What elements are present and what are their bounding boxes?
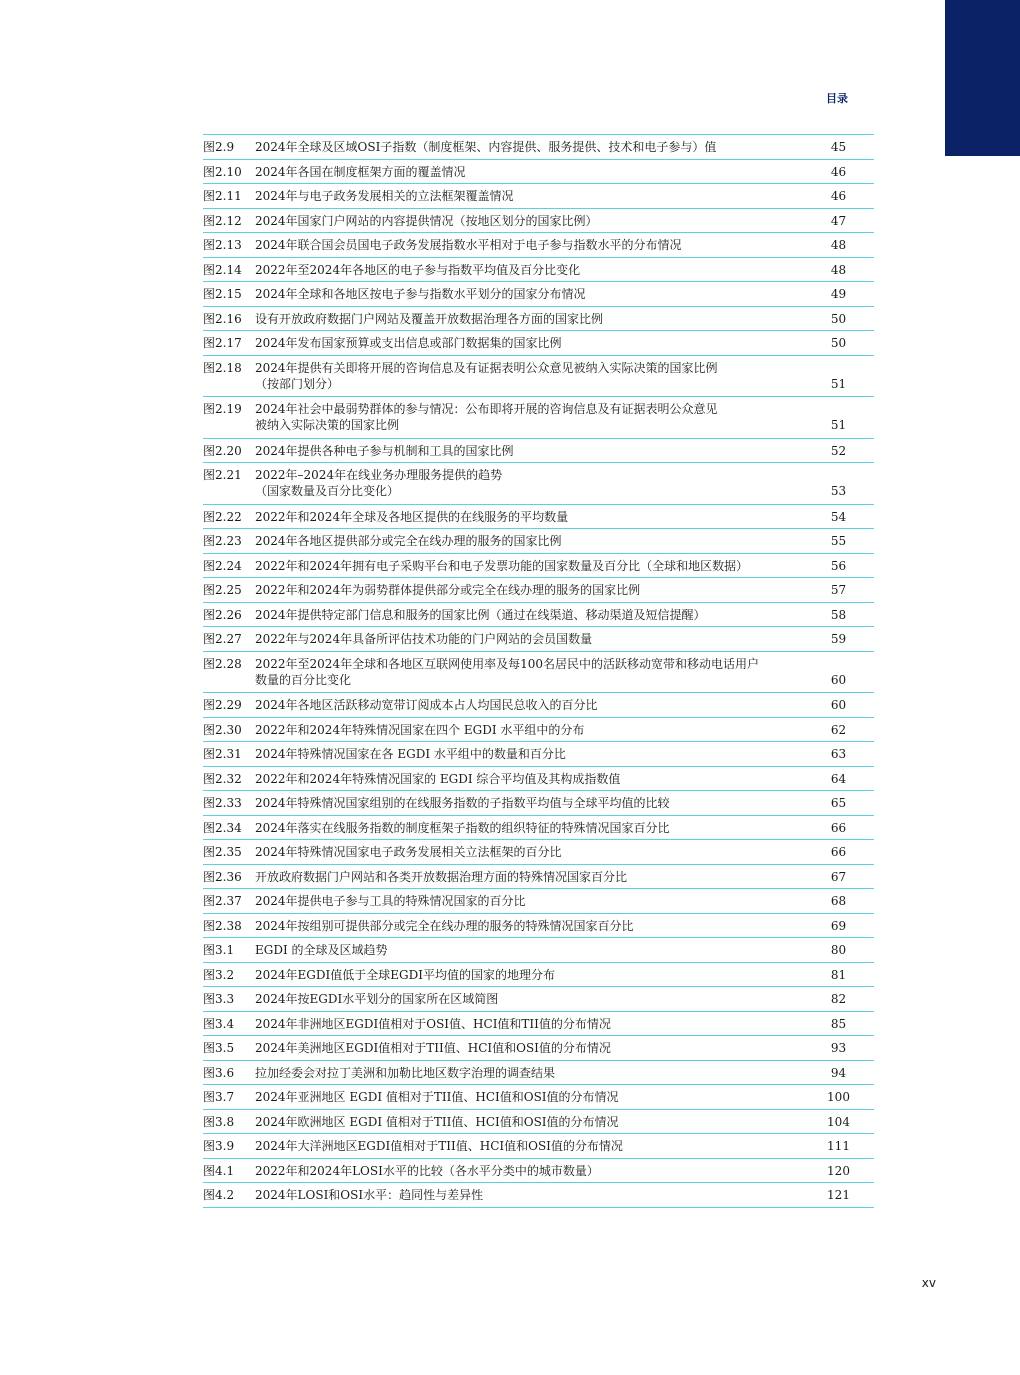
figure-page-number: 121 bbox=[827, 1188, 850, 1202]
figure-page-number: 66 bbox=[830, 845, 847, 859]
toc-entry[interactable] bbox=[203, 1134, 874, 1159]
figure-title: 2024年非洲地区EGDI值相对于OSI值、HCI值和TII值的分布情况 bbox=[255, 1016, 611, 1031]
toc-entry[interactable] bbox=[203, 987, 874, 1012]
figure-page-number: 48 bbox=[830, 262, 847, 277]
figure-page-number: 53 bbox=[830, 484, 847, 498]
figure-title: 2022年与2024年具备所评估技术功能的门户网站的会员国数量 bbox=[255, 632, 593, 646]
corner-color-block bbox=[945, 0, 1020, 156]
figure-number: 图3.3 bbox=[203, 992, 235, 1006]
figure-title: 2024年大洋洲地区EGDI值相对于TII值、HCI值和OSI值的分布情况 bbox=[255, 1139, 623, 1153]
figure-title: 2024年按EGDI水平划分的国家所在区域简图 bbox=[255, 992, 499, 1006]
page-number: xv bbox=[921, 1276, 936, 1290]
figure-number: 图3.7 bbox=[203, 1090, 235, 1104]
figure-number: 图2.36 bbox=[203, 869, 242, 884]
figure-page-number: 60 bbox=[830, 698, 847, 712]
figure-number: 图2.22 bbox=[203, 509, 242, 524]
figure-page-number: 66 bbox=[830, 820, 847, 835]
figure-page-number: 69 bbox=[830, 918, 847, 933]
figure-page-number: 68 bbox=[830, 894, 847, 908]
figure-title: 2024年联合国会员国电子政务发展指数水平相对于电子参与指数水平的分布情况 bbox=[255, 238, 682, 252]
figure-page-number: 64 bbox=[830, 771, 847, 786]
figure-page-number: 58 bbox=[830, 607, 847, 622]
figure-number: 图2.33 bbox=[203, 796, 242, 810]
toc-entry[interactable] bbox=[203, 307, 874, 332]
toc-entry[interactable] bbox=[203, 889, 874, 914]
figure-page-number: 85 bbox=[830, 1016, 847, 1031]
figure-number: 图2.29 bbox=[203, 698, 242, 712]
table-of-figures bbox=[203, 134, 874, 1208]
toc-entry[interactable] bbox=[203, 505, 874, 530]
figure-title: 2022年至2024年各地区的电子参与指数平均值及百分比变化 bbox=[255, 262, 581, 277]
toc-entry[interactable] bbox=[203, 529, 874, 554]
toc-entry[interactable] bbox=[203, 627, 874, 652]
figure-title: 2024年特殊情况国家电子政务发展相关立法框架的百分比 bbox=[255, 845, 562, 859]
figure-number: 图2.38 bbox=[203, 918, 242, 933]
figure-number: 图2.20 bbox=[203, 443, 242, 458]
figure-page-number: 45 bbox=[830, 140, 847, 154]
toc-entry[interactable] bbox=[203, 209, 874, 234]
toc-entry[interactable] bbox=[203, 1012, 874, 1037]
figure-number: 图4.1 bbox=[203, 1163, 235, 1178]
figure-title: 2024年各地区提供部分或完全在线办理的服务的国家比例 bbox=[255, 534, 562, 548]
figure-number: 图2.27 bbox=[203, 632, 242, 646]
figure-number: 图3.4 bbox=[203, 1016, 235, 1031]
figure-page-number: 52 bbox=[830, 443, 847, 458]
figure-page-number: 111 bbox=[827, 1139, 850, 1153]
figure-page-number: 46 bbox=[830, 189, 847, 203]
figure-page-number: 49 bbox=[830, 287, 847, 301]
figure-page-number: 120 bbox=[827, 1163, 850, 1178]
figure-title: 2022年和2024年特殊情况国家在四个 EGDI 水平组中的分布 bbox=[255, 722, 585, 737]
figure-title: 2022年和2024年特殊情况国家的 EGDI 综合平均值及其构成指数值 bbox=[255, 771, 621, 786]
toc-entry[interactable] bbox=[203, 160, 874, 185]
toc-entry[interactable] bbox=[203, 914, 874, 939]
figure-page-number: 50 bbox=[830, 311, 847, 326]
figure-title: 2024年提供各种电子参与机制和工具的国家比例 bbox=[255, 443, 514, 458]
figure-page-number: 59 bbox=[830, 632, 847, 646]
figure-title: 2024年提供电子参与工具的特殊情况国家的百分比 bbox=[255, 894, 526, 908]
figure-number: 图2.14 bbox=[203, 262, 242, 277]
figure-title: 2024年社会中最弱势群体的参与情况：公布即将开展的咨询信息及有证据表明公众意见 被纳入实际决策的国家比例 bbox=[255, 402, 718, 432]
figure-page-number: 62 bbox=[830, 722, 847, 737]
toc-entry[interactable] bbox=[203, 135, 874, 160]
figure-title: 2022年和2024年全球及各地区提供的在线服务的平均数量 bbox=[255, 509, 569, 524]
figure-number: 图2.23 bbox=[203, 534, 242, 548]
figure-page-number: 48 bbox=[830, 238, 847, 252]
toc-entry[interactable] bbox=[203, 397, 874, 439]
toc-entry[interactable] bbox=[203, 742, 874, 767]
figure-page-number: 81 bbox=[830, 967, 847, 982]
figure-page-number: 51 bbox=[830, 376, 847, 391]
figure-page-number: 65 bbox=[830, 796, 847, 810]
figure-title: 2024年特殊情况国家组别的在线服务指数的子指数平均值与全球平均值的比较 bbox=[255, 796, 670, 810]
figure-title: 2024年亚洲地区 EGDI 值相对于TII值、HCI值和OSI值的分布情况 bbox=[255, 1090, 619, 1104]
figure-number: 图2.30 bbox=[203, 722, 242, 737]
figure-title: 2024年全球及区域OSI子指数（制度框架、内容提供、服务提供、技术和电子参与）值 bbox=[255, 140, 717, 154]
running-header-title: 目录 bbox=[826, 92, 848, 105]
figure-title: 设有开放政府数据门户网站及覆盖开放数据治理各方面的国家比例 bbox=[255, 311, 604, 326]
figure-number: 图2.25 bbox=[203, 583, 242, 597]
toc-entry[interactable] bbox=[203, 840, 874, 865]
figure-title: 2022年和2024年为弱势群体提供部分或完全在线办理的服务的国家比例 bbox=[255, 583, 641, 597]
figure-page-number: 94 bbox=[830, 1065, 847, 1080]
figure-title: 2024年EGDI值低于全球EGDI平均值的国家的地理分布 bbox=[255, 967, 555, 982]
figure-number: 图2.28 bbox=[203, 656, 242, 671]
figure-number: 图2.16 bbox=[203, 311, 242, 326]
figure-title: 2022年–2024年在线业务办理服务提供的趋势 （国家数量及百分比变化） bbox=[255, 468, 503, 498]
figure-title: 2024年提供特定部门信息和服务的国家比例（通过在线渠道、移动渠道及短信提醒） bbox=[255, 607, 706, 622]
toc-entry[interactable] bbox=[203, 718, 874, 743]
figure-page-number: 50 bbox=[830, 336, 847, 350]
figure-title: 开放政府数据门户网站和各类开放数据治理方面的特殊情况国家百分比 bbox=[255, 869, 628, 884]
figure-page-number: 104 bbox=[827, 1114, 850, 1129]
figure-number: 图3.6 bbox=[203, 1065, 235, 1080]
toc-entry[interactable] bbox=[203, 652, 874, 694]
figure-number: 图2.35 bbox=[203, 845, 242, 859]
toc-entry[interactable] bbox=[203, 938, 874, 963]
figure-title: 拉加经委会对拉丁美洲和加勒比地区数字治理的调查结果 bbox=[255, 1065, 556, 1080]
figure-title: 2024年特殊情况国家在各 EGDI 水平组中的数量和百分比 bbox=[255, 747, 566, 761]
toc-entry[interactable] bbox=[203, 184, 874, 209]
toc-entry[interactable] bbox=[203, 1036, 874, 1061]
figure-title: 2024年各地区活跃移动宽带订阅成本占人均国民总收入的百分比 bbox=[255, 698, 598, 712]
figure-page-number: 51 bbox=[830, 418, 847, 432]
figure-title: 2024年美洲地区EGDI值相对于TII值、HCI值和OSI值的分布情况 bbox=[255, 1041, 611, 1055]
toc-entry[interactable] bbox=[203, 554, 874, 579]
figure-page-number: 82 bbox=[830, 992, 847, 1006]
figure-number: 图2.18 bbox=[203, 360, 242, 375]
figure-number: 图3.8 bbox=[203, 1114, 235, 1129]
toc-entry[interactable] bbox=[203, 463, 874, 505]
figure-number: 图2.12 bbox=[203, 213, 242, 228]
figure-number: 图2.11 bbox=[203, 189, 242, 203]
figure-number: 图2.15 bbox=[203, 287, 242, 301]
figure-number: 图2.31 bbox=[203, 747, 242, 761]
figure-title: 2024年与电子政务发展相关的立法框架覆盖情况 bbox=[255, 189, 514, 203]
figure-number: 图3.9 bbox=[203, 1139, 235, 1153]
toc-entry[interactable] bbox=[203, 258, 874, 283]
figure-number: 图2.32 bbox=[203, 771, 242, 786]
figure-page-number: 56 bbox=[830, 558, 847, 573]
figure-number: 图2.21 bbox=[203, 468, 242, 482]
figure-number: 图2.37 bbox=[203, 894, 242, 908]
figure-title: 2022年和2024年拥有电子采购平台和电子发票功能的国家数量及百分比（全球和地区数据） bbox=[255, 558, 749, 573]
figure-title: 2022年至2024年全球和各地区互联网使用率及每100名居民中的活跃移动宽带和移动电话用户 数量的百分比变化 bbox=[255, 656, 759, 687]
figure-number: 图2.19 bbox=[203, 402, 242, 416]
figure-page-number: 93 bbox=[830, 1041, 847, 1055]
toc-entry[interactable] bbox=[203, 578, 874, 603]
toc-entry[interactable] bbox=[203, 865, 874, 890]
figure-page-number: 63 bbox=[830, 747, 847, 761]
figure-page-number: 57 bbox=[830, 583, 847, 597]
toc-entry[interactable] bbox=[203, 1061, 874, 1086]
toc-entry[interactable] bbox=[203, 963, 874, 988]
figure-page-number: 55 bbox=[830, 534, 847, 548]
toc-entry[interactable] bbox=[203, 439, 874, 464]
figure-number: 图2.34 bbox=[203, 820, 242, 835]
toc-entry[interactable] bbox=[203, 767, 874, 792]
figure-page-number: 54 bbox=[830, 509, 847, 524]
toc-entry[interactable] bbox=[203, 282, 874, 307]
figure-title: 2024年发布国家预算或支出信息或部门数据集的国家比例 bbox=[255, 336, 562, 350]
figure-title: 2024年国家门户网站的内容提供情况（按地区划分的国家比例） bbox=[255, 213, 598, 228]
toc-entry[interactable] bbox=[203, 816, 874, 841]
figure-number: 图3.1 bbox=[203, 943, 235, 957]
toc-entry[interactable] bbox=[203, 233, 874, 258]
toc-entry[interactable] bbox=[203, 1159, 874, 1184]
figure-title: EGDI 的全球及区域趋势 bbox=[255, 943, 388, 957]
figure-title: 2022年和2024年LOSI水平的比较（各水平分类中的城市数量） bbox=[255, 1163, 599, 1178]
figure-title: 2024年落实在线服务指数的制度框架子指数的组织特征的特殊情况国家百分比 bbox=[255, 820, 670, 835]
toc-entry[interactable] bbox=[203, 356, 874, 398]
figure-number: 图2.26 bbox=[203, 607, 242, 622]
figure-page-number: 67 bbox=[830, 869, 847, 884]
toc-entry[interactable] bbox=[203, 331, 874, 356]
figure-title: 2024年提供有关即将开展的咨询信息及有证据表明公众意见被纳入实际决策的国家比例 （按部门划分） bbox=[255, 360, 718, 391]
toc-entry[interactable] bbox=[203, 1110, 874, 1135]
figure-title: 2024年按组别可提供部分或完全在线办理的服务的特殊情况国家百分比 bbox=[255, 918, 634, 933]
toc-entry[interactable] bbox=[203, 603, 874, 628]
figure-page-number: 47 bbox=[830, 213, 847, 228]
figure-page-number: 60 bbox=[830, 672, 847, 687]
figure-number: 图2.9 bbox=[203, 140, 235, 154]
toc-entry[interactable] bbox=[203, 791, 874, 816]
figure-number: 图2.10 bbox=[203, 164, 242, 179]
toc-entry[interactable] bbox=[203, 1085, 874, 1110]
figure-title: 2024年全球和各地区按电子参与指数水平划分的国家分布情况 bbox=[255, 287, 586, 301]
figure-title: 2024年LOSI和OSI水平：趋同性与差异性 bbox=[255, 1188, 484, 1202]
figure-page-number: 100 bbox=[827, 1090, 850, 1104]
figure-number: 图3.5 bbox=[203, 1041, 235, 1055]
toc-entry[interactable] bbox=[203, 693, 874, 718]
figure-number: 图2.13 bbox=[203, 238, 242, 252]
figure-title: 2024年各国在制度框架方面的覆盖情况 bbox=[255, 164, 466, 179]
toc-entry[interactable] bbox=[203, 1183, 874, 1208]
figure-title: 2024年欧洲地区 EGDI 值相对于TII值、HCI值和OSI值的分布情况 bbox=[255, 1114, 619, 1129]
figure-number: 图3.2 bbox=[203, 967, 235, 982]
figure-number: 图2.17 bbox=[203, 336, 242, 350]
figure-page-number: 46 bbox=[830, 164, 847, 179]
figure-number: 图4.2 bbox=[203, 1188, 235, 1202]
figure-page-number: 80 bbox=[830, 943, 847, 957]
figure-number: 图2.24 bbox=[203, 558, 242, 573]
